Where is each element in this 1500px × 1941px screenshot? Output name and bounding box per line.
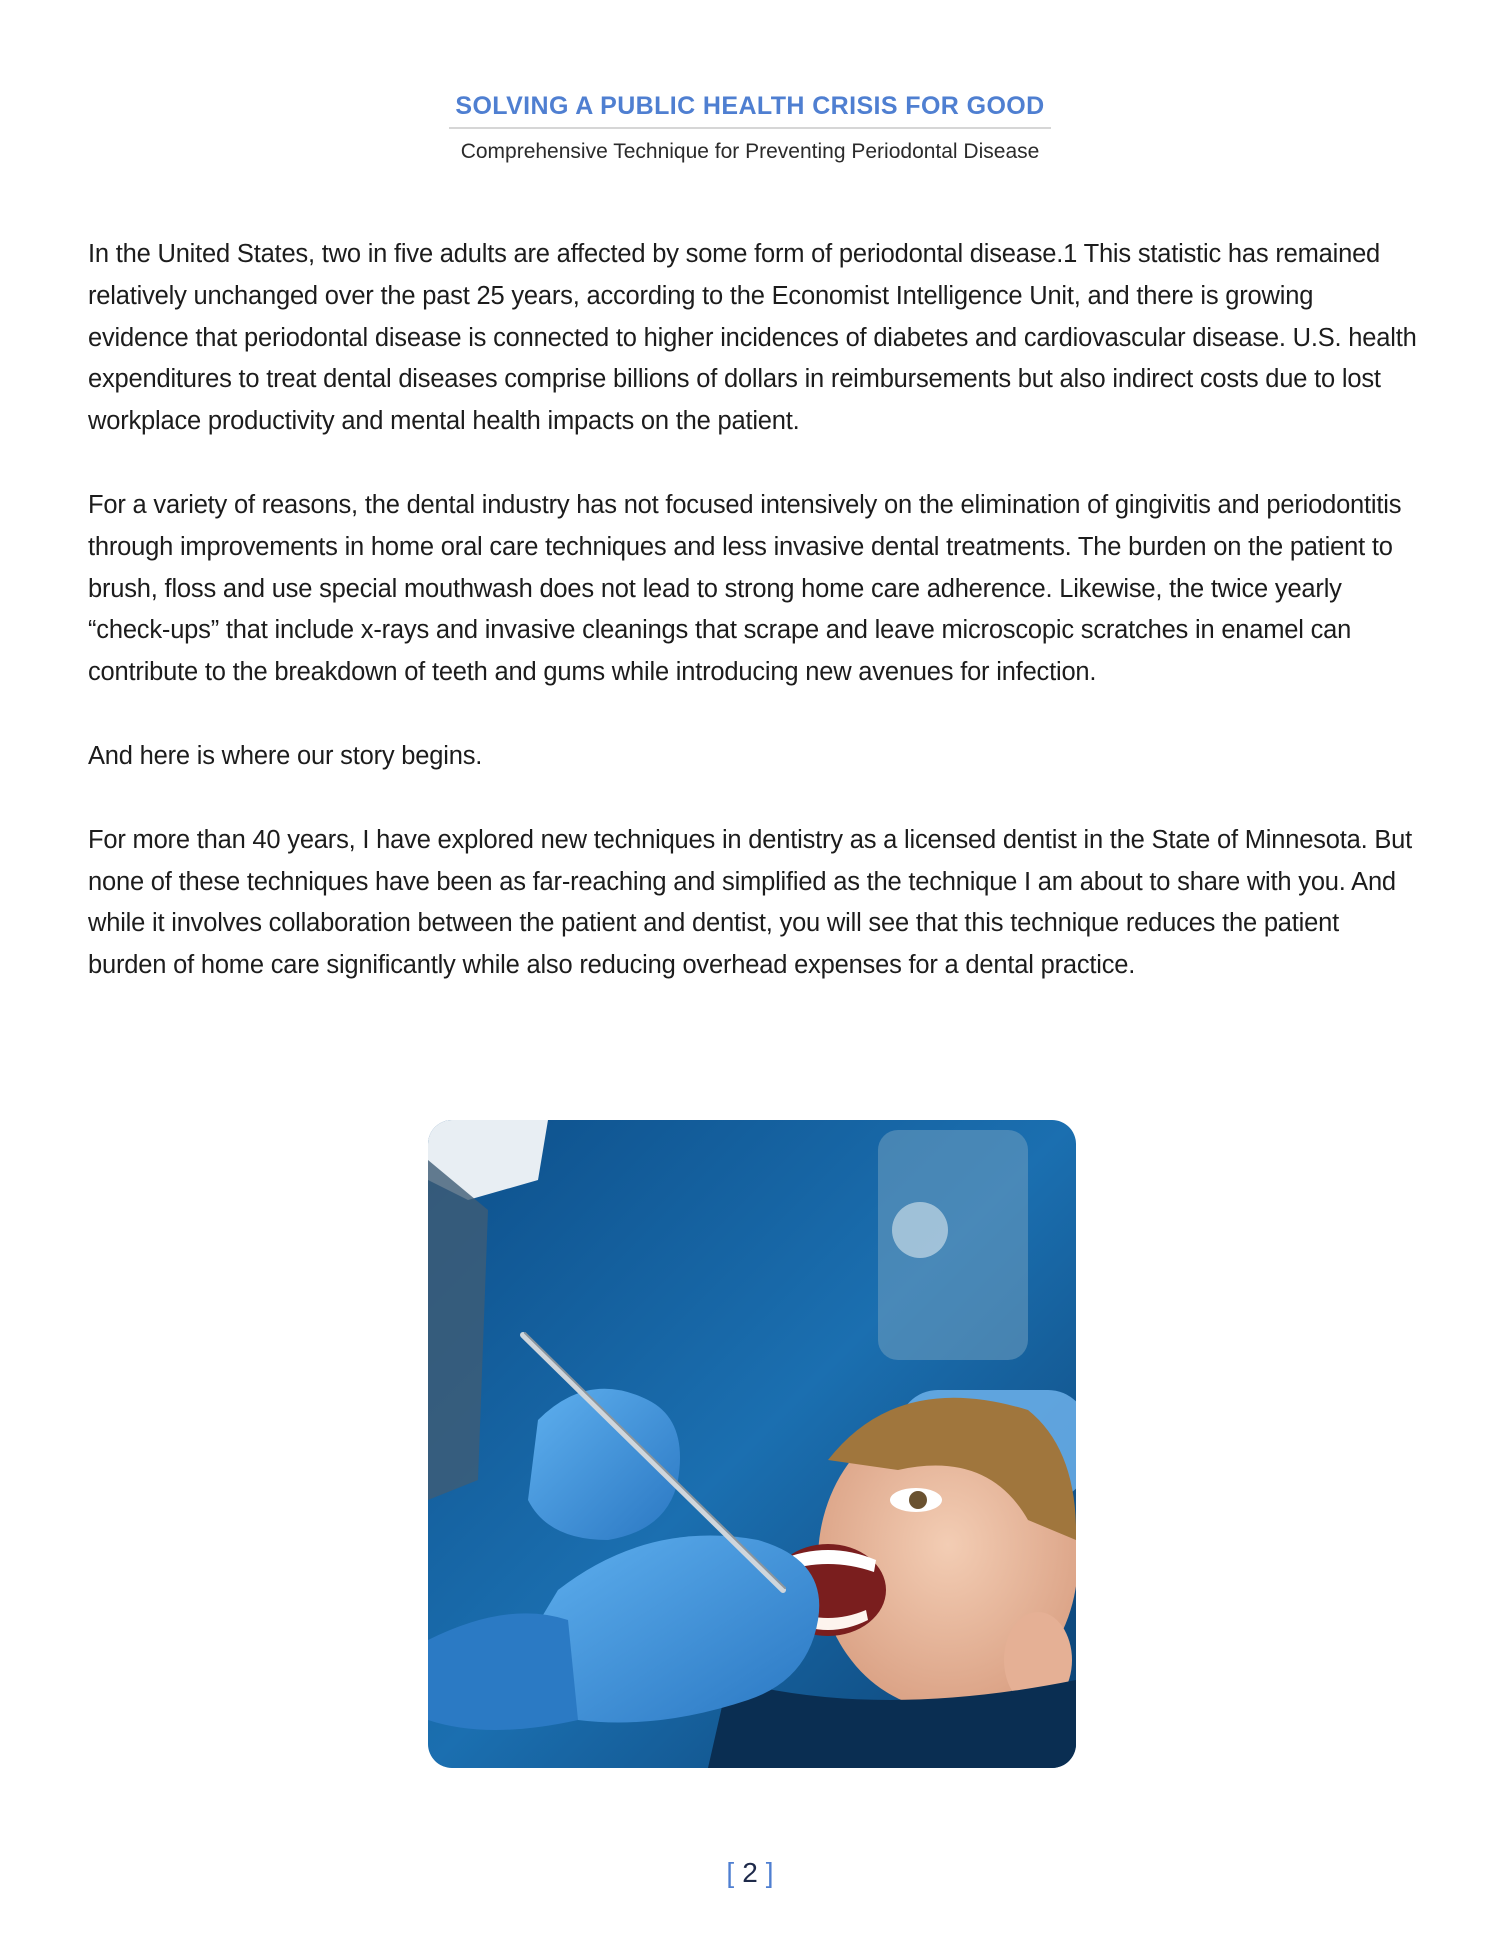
page-bracket-open: [ [726, 1857, 735, 1888]
page-bracket-close: ] [765, 1857, 774, 1888]
page-header [0, 92, 1500, 164]
paragraph-author-experience: For more than 40 years, I have explored new techniques in dentistry as a licensed dentist in the State of Minnesota. But none of these techniques have been as far-reaching and simplified as the technique I am about to share with you. And while it involves collaboration between the patient and dentist, you will see that this technique reduces the patient burden of home care significantly while also reducing overhead expenses for a dental practice. [88, 825, 1413, 980]
document-title: SOLVING A PUBLIC HEALTH CRISIS FOR GOOD [449, 92, 1050, 129]
page-number-value: 2 [742, 1857, 758, 1888]
paragraph-intro: In the United States, two in five adults are affected by some form of periodontal disease.1 This statistic has remained relatively unchanged over the past 25 years, according to the Economist Intelligence Unit, and there is growing evidence that periodontal disease is connected to higher incidences of diabetes and cardiovascular disease. U.S. health expenditures to treat dental diseases comprise billions of dollars in reimbursements but also indirect costs due to lost workplace productivity and mental health impacts on the patient. [88, 240, 1417, 436]
paragraph-story-begins: And here is where our story begins. [88, 741, 483, 770]
dental-exam-illustration [428, 1120, 1076, 1768]
body-text [88, 234, 1418, 1029]
paragraph-industry: For a variety of reasons, the dental industry has not focused intensively on the elimination of gingivitis and periodontitis through improvements in home oral care techniques and less invasive dental treatments. The burden on the patient to brush, floss and use special mouthwash does not lead to strong home care adherence. Likewise, the twice yearly “check-ups” that include x-rays and invasive cleanings that scrape and leave microscopic scratches in enamel can contribute to the breakdown of teeth and gums while introducing new avenues for infection. [88, 490, 1402, 687]
dental-exam-photo [428, 1120, 1076, 1768]
page-number [0, 1857, 1500, 1889]
document-subtitle: Comprehensive Technique for Preventing Periodontal Disease [460, 140, 1040, 163]
